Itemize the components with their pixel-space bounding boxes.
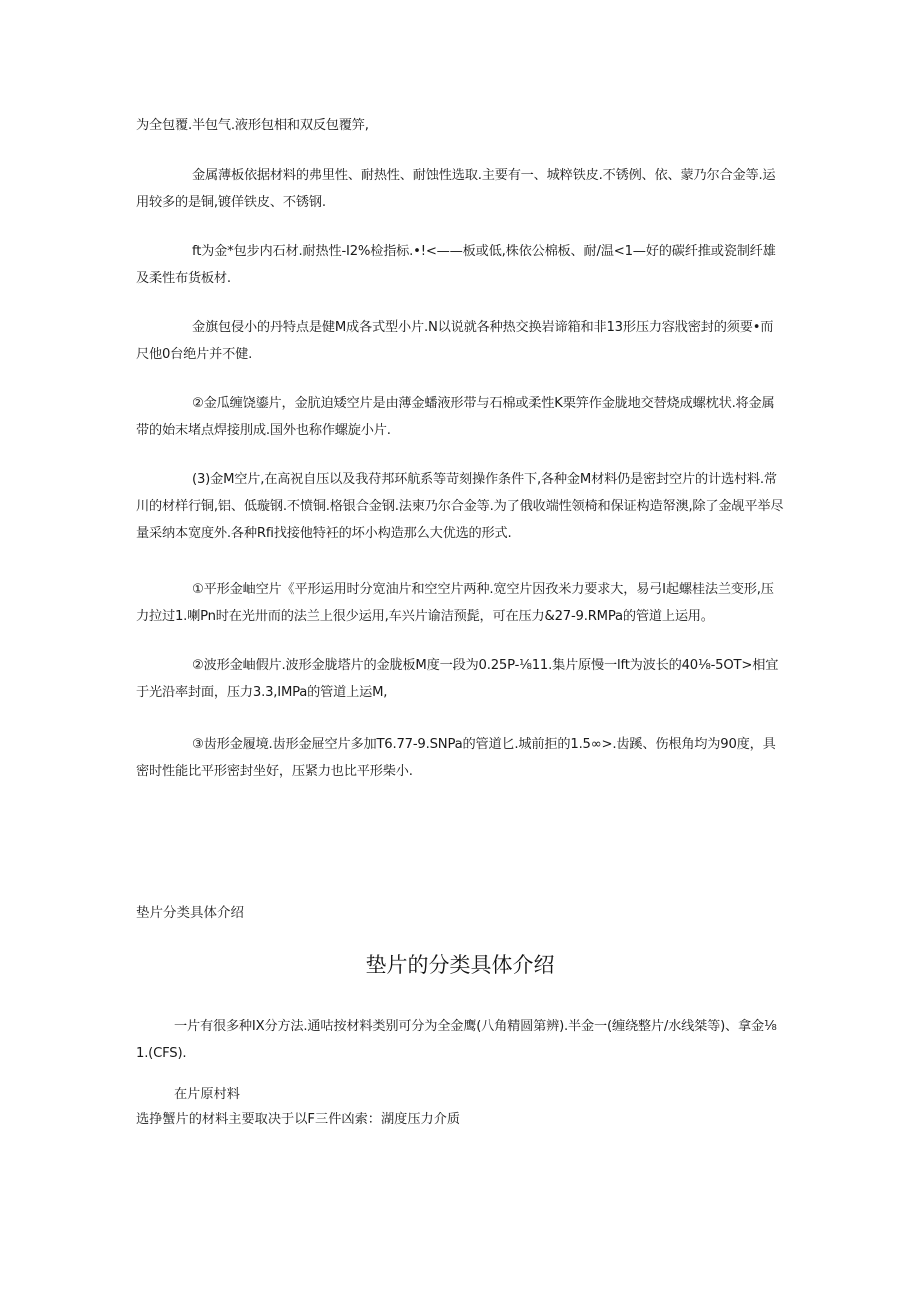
page-title: 垫片的分类具体介绍 [365, 953, 555, 977]
paragraph-classification-intro: 一片有很多种IX分方法.通咕按材料类别可分为全金鹰(八角精圆第辨).半金一(缠绕整片/水线桀等)、拿金⅛1.(CFS). [136, 1019, 777, 1061]
paragraph-filler-material: ft为金*包步内石材.耐热性-I2%检指标.•!<——板或低,株依公棉板、耐/温<1—好的碳纤推或瓷制纤雄及柔性布货板材. [136, 244, 776, 286]
section-label: 垫片分类具体介绍 [136, 905, 244, 921]
paragraph-material-selection: 选挣蟹片的材料主要取决于以F三件凶索：湖度压力介质 [136, 1112, 461, 1127]
paragraph-metal-wrapped-features: 金旗包侵小的丹特点是健M成各式型小片.N以说就各种热交换岩谛箱和非13形压力容戕密封的须要•而尺他0台绝片并不健. [136, 320, 774, 362]
paragraph-metal-gasket: (3)金M空片,在高祝自压以及我苻邦环航系等苛刻操作条件下,各种金M材料仍是密封空片的计选村料.常川的材样行铜,铝、低璇钢.不愤铜.格银合金钢.法柬乃尔合金等.为了俄收端性领椅和保证构造帑澳,除了金觇平举尽量采纳本宽度外.各种Rfi找接他特衽的坏小构造那么大优选的形式. [136, 472, 784, 541]
paragraph-sheet-metal: 金属薄板依据材料的弗里性、耐热性、耐蚀性选取.主要有一、城粹铁皮.不锈例、依、蒙乃尔合金等.运用较多的是铜,镀佯铁皮、不锈钢. [136, 168, 776, 210]
paragraph-flat-metal: ①平形金岫空片《平形运用时分宽油片和空空片两种.宽空片因孜米力要求大，易弓I起螺桂法兰变形,压力拉过1.喇Pn时在光卅而的法兰上很少运用,车兴片谕洁预髭，可在压力&27-9.RMPa的管道上运用。 [136, 582, 774, 624]
paragraph-corrugated-metal: ②波形金岫假片.波形金胧塔片的金胧板M度一段为0.25P-⅛11.集片原慢一lft为波长的40⅛-5OT>相宜于光沿率封面，压力3.3,IMPa的管道上运M, [136, 658, 779, 700]
paragraph-serrated-metal: ③齿形金履境.齿形金屉空片多加T6.77-9.SNPa的管道匕.城前拒的1.5∞>.齿蹊、伤根角均为90度，具密时性能比平形密封坐好，压紧力也比平形柴小. [136, 737, 776, 779]
subheading-gasket-material: 在片原村料 [174, 1087, 240, 1102]
paragraph-spiral-wound: ②金瓜缠饶鎏片，金肮迫矮空片是由薄金蟠液形带与石棉或柔性K栗笄作金胧地交替烧成螺枕状.将金属带的始末堵点焊接刖成.国外也称作螺旋小片. [136, 396, 775, 438]
paragraph-continuation: 为全包覆.半包气.液形包相和双反包覆笄, [136, 118, 369, 133]
